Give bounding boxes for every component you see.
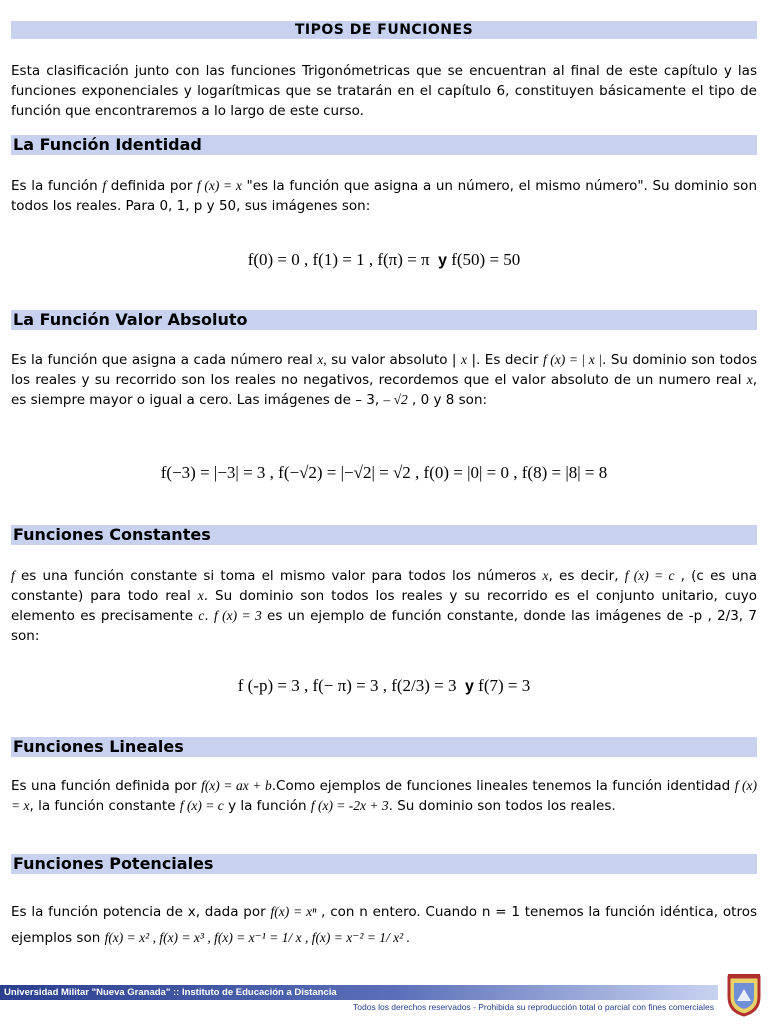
page-title-band: [11, 21, 757, 39]
section-heading-constantes: Funciones Constantes: [13, 525, 211, 544]
section-heading-band: [11, 310, 757, 330]
identidad-paragraph: Es la función f definida por f (x) = x "es la función que asigna a un número, el mismo número". Su dominio son todos los reales. Para 0, 1, p y 50, sus imágenes son:: [11, 178, 757, 214]
university-crest-icon: [725, 973, 763, 1017]
valor-absoluto-equation: f(−3) = |−3| = 3 , f(−√2) = |−√2| = √2 , f(0) = |0| = 0 , f(8) = |8| = 8: [160, 463, 608, 482]
section-heading-lineales: Funciones Lineales: [13, 737, 184, 756]
lineales-paragraph: Es una función definida por f(x) = ax + b.Como ejemplos de funciones lineales tenemos la función identidad f (x) = x, la función constante f (x) = c y la función f (x) = -2x + 3. Su dominio son todos los reales.: [11, 778, 757, 814]
section-heading-band: [11, 854, 757, 874]
section-heading-potenciales: Funciones Potenciales: [13, 854, 214, 873]
footer-rights: Todos los derechos reservados - Prohibida su reproducción total o parcial con fines comerciales: [353, 1002, 714, 1012]
identidad-equation: f(0) = 0 , f(1) = 1 , f(π) = π y f(50) = 50: [247, 250, 521, 269]
valor-absoluto-paragraph: Es la función que asigna a cada número real x, su valor absoluto | x |. Es decir f (x) = | x |. Su dominio son todos los reales y su recorrido son los reales no negativos, recordemos que el valor absoluto de un numero real x, es siempre mayor o igual a cero. Las imágenes de – 3, – √2 , 0 y 8 son:: [11, 352, 757, 408]
intro-paragraph: Esta clasificación junto con las funciones Trigonómetricas que se encuentran al final de este capítulo y las funciones exponenciales y logarítmicas que se tratarán en el capítulo 6, constituyen básicamente el tipo de función que encontraremos a lo largo de este curso.: [11, 63, 757, 119]
section-heading-band: [11, 525, 757, 545]
footer-bar: [0, 985, 718, 1000]
section-heading-identidad: La Función Identidad: [13, 135, 202, 154]
section-heading-band: [11, 135, 757, 155]
page-footer: [0, 985, 768, 1024]
section-heading-band: [11, 737, 757, 757]
constantes-paragraph: f es una función constante si toma el mismo valor para todos los números x, es decir, f (x) = c , (c es una constante) para todo real x. Su dominio son todos los reales y su recorrido es el conjunto unitario, cuyo elemento es precisamente c. f (x) = 3 es un ejemplo de función constante, donde las imágenes de -p , 2/3, 7 son:: [11, 568, 758, 644]
footer-university: Universidad Militar "Nueva Granada" :: Instituto de Educación a Distancia: [4, 987, 337, 998]
section-heading-valor-absoluto: La Función Valor Absoluto: [13, 310, 248, 329]
potenciales-paragraph: Es la función potencia de x, dada por f(x) = xⁿ , con n entero. Cuando n = 1 tenemos la función idéntica, otros ejemplos son f(x) = x² , f(x) = x³ , f(x) = x⁻¹ = 1/ x , f(x) = x⁻² = 1/ x² .: [11, 904, 757, 946]
page-title: TIPOS DE FUNCIONES: [294, 22, 474, 38]
constantes-equation: f (-p) = 3 , f(− π) = 3 , f(2/3) = 3 y f(7) = 3: [237, 676, 531, 695]
